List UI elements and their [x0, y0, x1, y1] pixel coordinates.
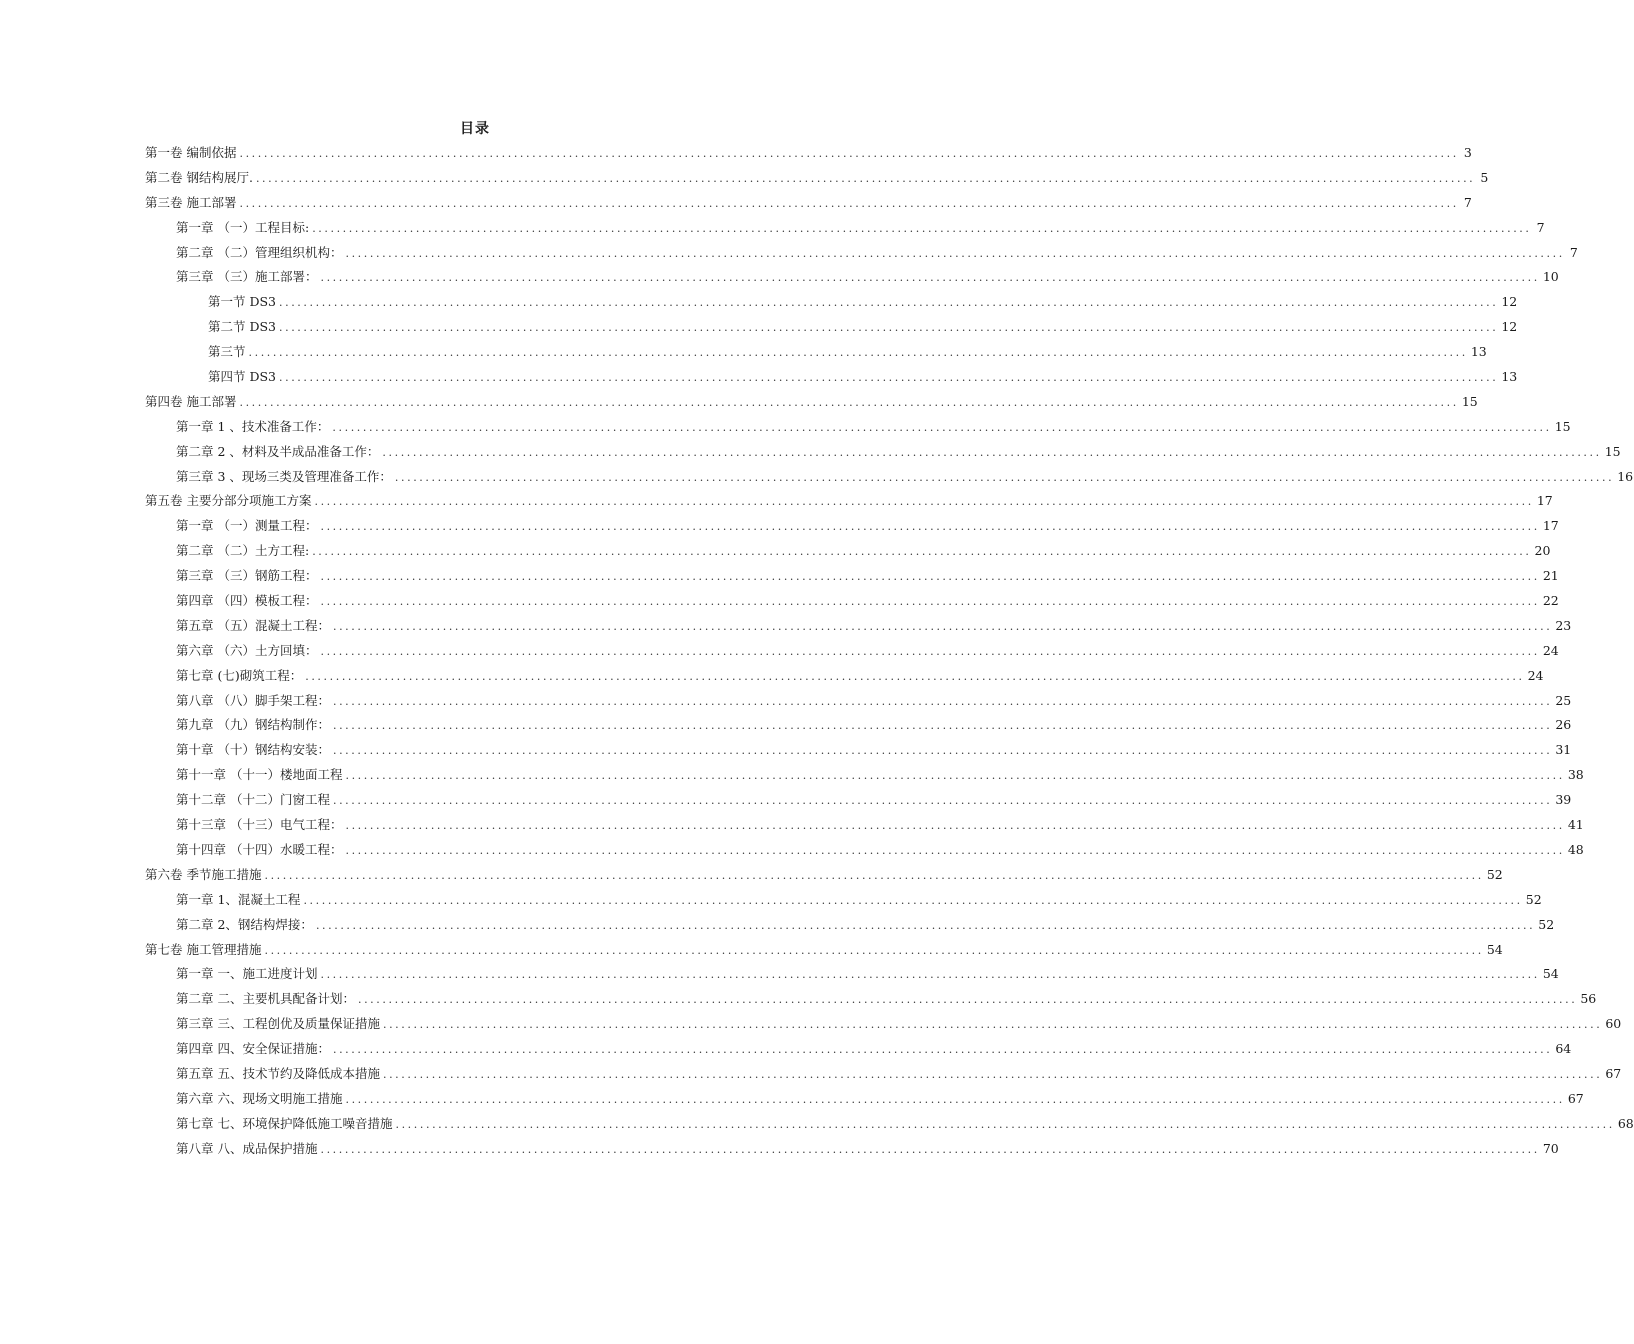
toc-entry[interactable] — [145, 216, 1545, 241]
toc-entry[interactable] — [145, 838, 1584, 863]
toc-entry[interactable] — [145, 539, 1551, 564]
toc-entry-title: 第一节 DS3 — [208, 294, 277, 310]
toc-page-number: 64 — [1555, 1041, 1572, 1057]
toc-entry-title: 第七章 (七)砌筑工程： — [176, 667, 303, 683]
toc-entry-title: 第三章 （三）钢筋工程： — [176, 568, 318, 584]
toc-page-number: 68 — [1617, 1115, 1634, 1131]
toc-entry[interactable] — [145, 465, 1634, 490]
toc-page-number: 48 — [1567, 841, 1584, 857]
toc-entry-title: 第二章 （二）管理组织机构： — [176, 244, 343, 260]
toc-leader-dots: ........................................................................................................................................................................................................ — [332, 619, 1553, 633]
toc-entry-title: 第一章 （一）工程目标: — [176, 219, 310, 235]
toc-leader-dots: ........................................................................................................................................................................................................ — [248, 346, 1468, 360]
toc-page-number: 7 — [1569, 244, 1578, 260]
toc-page-number: 21 — [1542, 568, 1559, 584]
toc-entry-title: 第五卷 主要分部分项施工方案 — [145, 493, 312, 509]
toc-page-number: 12 — [1501, 294, 1518, 310]
toc-entry[interactable] — [145, 1112, 1634, 1137]
toc-entry-title: 第六章 （六）土方回填： — [176, 642, 318, 658]
toc-entry[interactable] — [145, 863, 1503, 888]
toc-entry[interactable] — [145, 415, 1571, 440]
toc-page-number: 17 — [1542, 518, 1559, 534]
toc-leader-dots: ........................................................................................................................................................................................................ — [239, 147, 1459, 160]
toc-entry-title: 第五章 五、技术节约及降低成本措施 — [176, 1065, 380, 1081]
toc-entry-title: 第七卷 施工管理措施 — [145, 941, 262, 957]
toc-page-number: 52 — [1525, 891, 1542, 907]
toc-entry-title: 第四卷 施工部署 — [145, 393, 237, 409]
toc-leader-dots: ........................................................................................................................................................................................................ — [345, 769, 1565, 783]
table-of-contents — [145, 141, 1634, 1162]
toc-leader-dots: ........................................................................................................................................................................................................ — [332, 1043, 1553, 1057]
toc-entry[interactable] — [145, 589, 1559, 614]
toc-page-number: 12 — [1501, 319, 1518, 335]
toc-leader-dots: ........................................................................................................................................................................................................ — [395, 1117, 1615, 1131]
toc-entry-title: 第二章 （二）土方工程: — [176, 543, 310, 559]
toc-entry-title: 第一章 （一）测量工程： — [176, 518, 318, 534]
toc-entry-title: 第五章 （五）混凝土工程： — [176, 617, 330, 633]
toc-entry-title: 第二卷 钢结构展厅. — [145, 169, 253, 185]
toc-leader-dots: ........................................................................................................................................................................................................ — [345, 843, 1565, 857]
toc-leader-dots: ........................................................................................................................................................................................................ — [332, 719, 1553, 733]
toc-leader-dots: ........................................................................................................................................................................................................ — [320, 595, 1540, 609]
toc-entry-title: 第一章 1 、技术准备工作： — [176, 418, 330, 434]
toc-entry[interactable] — [145, 390, 1478, 415]
toc-page-number: 26 — [1555, 717, 1572, 733]
toc-entry-title: 第六章 六、现场文明施工措施 — [176, 1090, 343, 1106]
toc-entry-title: 第十四章 （十四）水暖工程： — [176, 841, 343, 857]
toc-entry[interactable] — [145, 639, 1559, 664]
toc-page-number: 17 — [1536, 493, 1553, 509]
toc-page-number: 7 — [1463, 194, 1472, 210]
toc-leader-dots: ........................................................................................................................................................................................................ — [279, 321, 1499, 335]
toc-entry-title: 第二节 DS3 — [208, 319, 277, 335]
toc-leader-dots: ........................................................................................................................................................................................................ — [332, 694, 1553, 708]
toc-entry[interactable] — [145, 514, 1559, 539]
toc-leader-dots: ........................................................................................................................................................................................................ — [320, 520, 1540, 534]
toc-entry-title: 第十三章 （十三）电气工程： — [176, 817, 343, 833]
toc-entry[interactable] — [145, 1087, 1584, 1112]
toc-leader-dots: ........................................................................................................................................................................................................ — [305, 669, 1525, 683]
toc-page-number: 25 — [1555, 692, 1572, 708]
toc-page-number: 23 — [1555, 617, 1572, 633]
toc-entry-title: 第三卷 施工部署 — [145, 194, 237, 210]
toc-leader-dots: ........................................................................................................................................................................................................ — [357, 993, 1578, 1007]
toc-entry[interactable] — [145, 1012, 1622, 1037]
toc-page-number: 70 — [1542, 1140, 1559, 1156]
toc-leader-dots: ........................................................................................................................................................................................................ — [382, 445, 1602, 459]
toc-entry[interactable] — [145, 191, 1472, 216]
toc-page-number: 67 — [1567, 1090, 1584, 1106]
toc-leader-dots: ........................................................................................................................................................................................................ — [320, 968, 1540, 982]
toc-entry[interactable] — [145, 166, 1489, 191]
toc-entry[interactable] — [145, 365, 1518, 390]
toc-entry[interactable] — [145, 738, 1572, 763]
toc-page-number: 38 — [1567, 767, 1584, 783]
toc-page-number: 3 — [1463, 145, 1472, 160]
toc-leader-dots: ........................................................................................................................................................................................................ — [345, 819, 1565, 833]
toc-leader-dots: ........................................................................................................................................................................................................ — [303, 893, 1523, 907]
toc-entry[interactable] — [145, 290, 1518, 315]
toc-page-number: 54 — [1486, 941, 1503, 957]
toc-entry[interactable] — [145, 241, 1578, 266]
toc-leader-dots: ........................................................................................................................................................................................................ — [312, 221, 1532, 235]
toc-entry-title: 第三章 三、工程创优及质量保证措施 — [176, 1016, 380, 1032]
toc-page-number: 10 — [1542, 269, 1559, 285]
toc-entry[interactable] — [145, 1037, 1572, 1062]
toc-entry-title: 第十二章 （十二）门窗工程 — [176, 792, 330, 808]
toc-leader-dots: ........................................................................................................................................................................................................ — [332, 420, 1552, 434]
toc-entry[interactable] — [145, 713, 1572, 738]
toc-leader-dots: ........................................................................................................................................................................................................ — [255, 171, 1476, 185]
toc-entry-title: 第六卷 季节施工措施 — [145, 866, 262, 882]
toc-page-number: 15 — [1461, 393, 1478, 409]
toc-page-number: 7 — [1536, 219, 1545, 235]
toc-page-number: 20 — [1534, 543, 1551, 559]
toc-entry[interactable] — [145, 265, 1559, 290]
toc-entry-title: 第一章 一、施工进度计划 — [176, 966, 318, 982]
toc-entry[interactable] — [145, 763, 1584, 788]
toc-leader-dots: ........................................................................................................................................................................................................ — [394, 470, 1615, 484]
toc-entry[interactable] — [145, 1137, 1559, 1162]
toc-leader-dots: ........................................................................................................................................................................................................ — [320, 570, 1540, 584]
toc-page-number: 56 — [1580, 991, 1597, 1007]
toc-entry-title: 第八章 八、成品保护措施 — [176, 1140, 318, 1156]
toc-entry[interactable] — [145, 813, 1584, 838]
toc-leader-dots: ........................................................................................................................................................................................................ — [239, 196, 1459, 210]
toc-entry[interactable] — [145, 614, 1572, 639]
toc-leader-dots: ........................................................................................................................................................................................................ — [332, 744, 1553, 758]
toc-entry[interactable] — [145, 564, 1559, 589]
toc-entry[interactable] — [145, 888, 1542, 913]
toc-leader-dots: ........................................................................................................................................................................................................ — [320, 644, 1540, 658]
toc-page-number: 39 — [1555, 792, 1572, 808]
toc-entry-title: 第三节 — [208, 344, 246, 360]
toc-entry[interactable] — [145, 340, 1487, 365]
toc-page-number: 52 — [1486, 866, 1503, 882]
toc-entry-title: 第七章 七、环境保护降低施工噪音措施 — [176, 1115, 393, 1131]
toc-entry[interactable] — [145, 489, 1553, 514]
toc-page-number: 60 — [1605, 1016, 1622, 1032]
toc-page-number: 13 — [1470, 344, 1487, 360]
toc-leader-dots: ........................................................................................................................................................................................................ — [264, 943, 1484, 957]
toc-entry-title: 第二章 二、主要机具配备计划： — [176, 991, 355, 1007]
toc-leader-dots: ........................................................................................................................................................................................................ — [332, 794, 1553, 808]
toc-page-number: 54 — [1542, 966, 1559, 982]
toc-entry-title: 第九章 （九）钢结构制作： — [176, 717, 330, 733]
toc-leader-dots: ........................................................................................................................................................................................................ — [345, 1092, 1565, 1106]
toc-page-number: 41 — [1567, 817, 1584, 833]
toc-page-number: 52 — [1538, 916, 1555, 932]
toc-page-number: 31 — [1555, 742, 1572, 758]
toc-entry-title: 第四节 DS3 — [208, 369, 277, 385]
toc-entry-title: 第三章 3 、现场三类及管理准备工作： — [176, 468, 392, 484]
toc-leader-dots: ........................................................................................................................................................................................................ — [264, 868, 1484, 882]
toc-entry-title: 第二章 2 、材料及半成品准备工作： — [176, 443, 380, 459]
toc-entry[interactable] — [145, 788, 1572, 813]
toc-page-number: 15 — [1604, 443, 1621, 459]
toc-entry-title: 第十章 （十）钢结构安装： — [176, 742, 330, 758]
toc-page-number: 5 — [1480, 169, 1489, 185]
toc-entry[interactable] — [145, 315, 1518, 340]
toc-page-number: 24 — [1542, 642, 1559, 658]
toc-entry[interactable] — [145, 1062, 1622, 1087]
toc-entry[interactable] — [145, 962, 1559, 987]
toc-entry-title: 第一章 1、混凝土工程 — [176, 891, 301, 907]
toc-page-number: 13 — [1501, 369, 1518, 385]
toc-entry-title: 第二章 2、钢结构焊接： — [176, 916, 313, 932]
toc-leader-dots: ........................................................................................................................................................................................................ — [279, 371, 1499, 385]
toc-entry-title: 第一卷 编制依据 — [145, 145, 237, 160]
toc-page-number: 22 — [1542, 593, 1559, 609]
toc-leader-dots: ........................................................................................................................................................................................................ — [314, 495, 1534, 509]
toc-leader-dots: ........................................................................................................................................................................................................ — [382, 1018, 1603, 1032]
toc-page-number: 16 — [1617, 468, 1634, 484]
toc-leader-dots: ........................................................................................................................................................................................................ — [320, 1142, 1540, 1156]
toc-entry-title: 第四章 （四）模板工程： — [176, 593, 318, 609]
toc-leader-dots: ........................................................................................................................................................................................................ — [345, 246, 1565, 260]
toc-leader-dots: ........................................................................................................................................................................................................ — [312, 545, 1532, 559]
toc-entry[interactable] — [145, 440, 1621, 465]
toc-page-number: 67 — [1605, 1065, 1622, 1081]
toc-entry[interactable] — [145, 913, 1555, 938]
toc-page-number: 24 — [1527, 667, 1544, 683]
toc-entry[interactable] — [145, 141, 1472, 166]
toc-entry-title: 第十一章 （十一）楼地面工程 — [176, 767, 343, 783]
toc-page-number: 15 — [1554, 418, 1571, 434]
toc-entry-title: 第三章 （三）施工部署： — [176, 269, 318, 285]
toc-entry[interactable] — [145, 664, 1544, 689]
toc-leader-dots: ........................................................................................................................................................................................................ — [315, 918, 1536, 932]
toc-leader-dots: ........................................................................................................................................................................................................ — [320, 271, 1540, 285]
toc-leader-dots: ........................................................................................................................................................................................................ — [239, 395, 1459, 409]
toc-entry[interactable] — [145, 938, 1503, 963]
toc-leader-dots: ........................................................................................................................................................................................................ — [382, 1067, 1603, 1081]
toc-entry[interactable] — [145, 689, 1572, 714]
toc-entry[interactable] — [145, 987, 1597, 1012]
page-title: 目录 — [460, 121, 490, 137]
toc-entry-title: 第八章 （八）脚手架工程： — [176, 692, 330, 708]
toc-leader-dots: ........................................................................................................................................................................................................ — [279, 296, 1499, 310]
toc-entry-title: 第四章 四、安全保证措施： — [176, 1041, 330, 1057]
